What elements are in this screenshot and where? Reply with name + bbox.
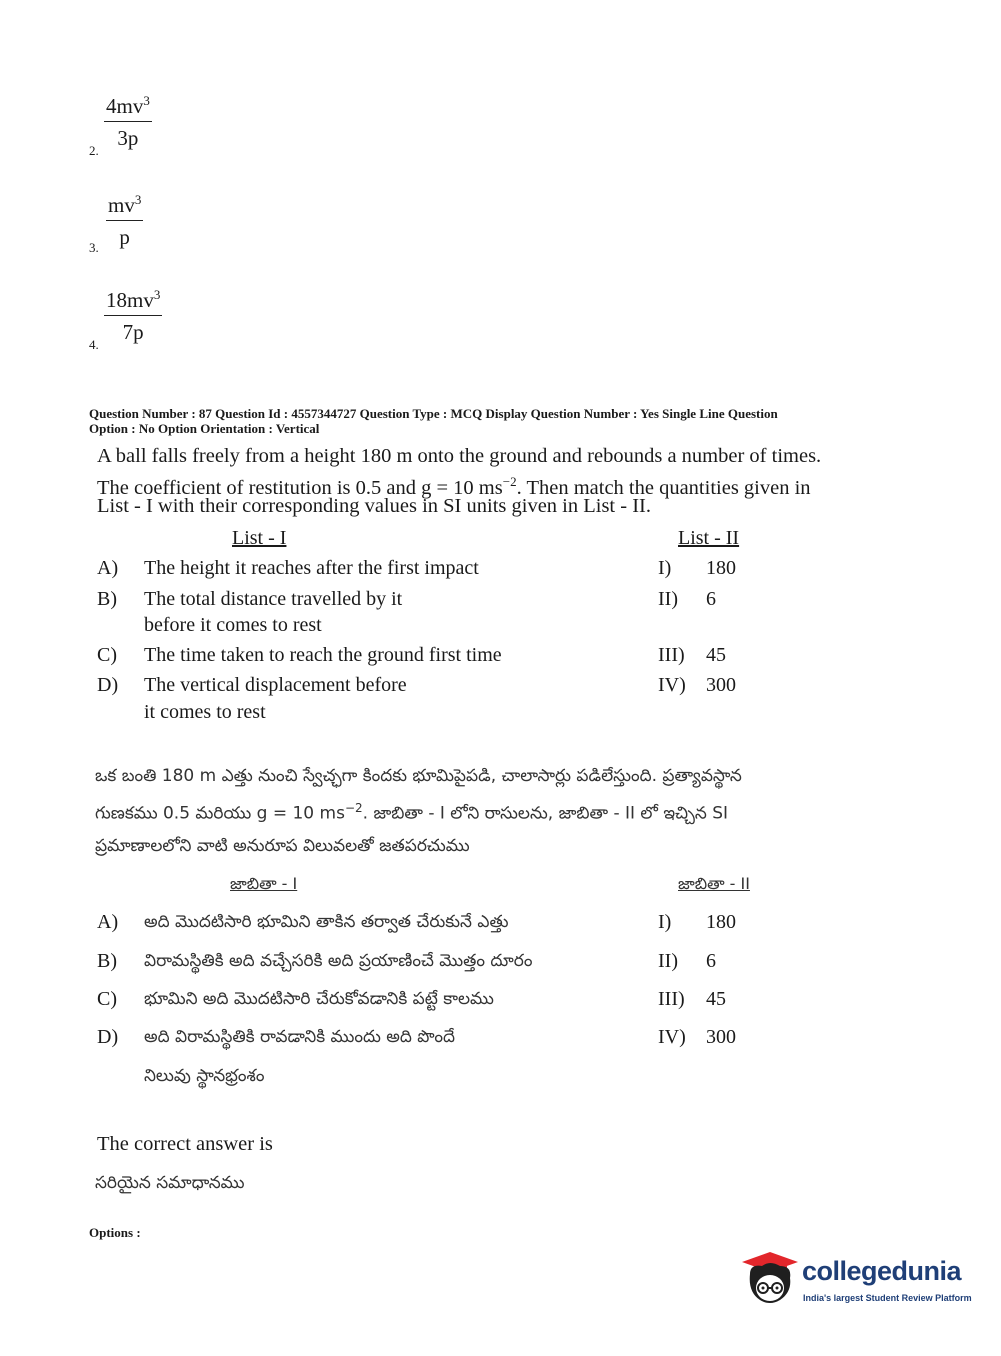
denominator: p [119, 225, 130, 249]
option-number: 2. [89, 143, 99, 158]
numerator: mv [108, 193, 135, 217]
row-text: The vertical displacement before [144, 674, 407, 696]
text-part: . జాబితా - I లోని రాసులను, జాబితా - II లో ఇచ్చిన SI [362, 803, 729, 824]
row-roman: IV) [658, 674, 686, 696]
row-text: అది మొదటిసారి భూమిని తాకిన తర్వాత చేరుకునే ఎత్తు [144, 912, 509, 932]
logo-tagline: India's largest Student Review Platform [803, 1293, 972, 1303]
text-part: గుణకము 0.5 మరియు g = 10 ms [95, 803, 345, 824]
row-roman: I) [658, 557, 672, 579]
question-text-en-line3: List - I with their corresponding values in SI units given in List - II. [97, 495, 651, 517]
row-letter: B) [97, 588, 117, 610]
answer-label-en: The correct answer is [97, 1133, 273, 1155]
options-label: Options : [89, 1225, 141, 1240]
exponent: −2 [502, 474, 517, 489]
exponent: 3 [153, 287, 161, 302]
row-value: 6 [706, 588, 716, 610]
row-text: విరామస్థితికి అది వచ్చేసరికి అది ప్రయాణించే మొత్తం దూరం [144, 951, 533, 971]
row-roman: I) [658, 911, 672, 933]
row-letter: C) [97, 988, 117, 1010]
row-value: 180 [706, 911, 736, 933]
numerator: 4mv [106, 94, 144, 118]
row-value: 45 [706, 644, 726, 666]
row-value: 180 [706, 557, 736, 579]
option-number: 3. [89, 240, 99, 255]
list2-heading-te: జాబితా - II [678, 874, 750, 893]
exponent: 3 [134, 192, 142, 207]
numerator: 18mv [106, 288, 154, 312]
question-meta-line2: Option : No Option Orientation : Vertical [89, 421, 320, 436]
row-text-cont: నిలువు స్థానభ్రంశం [144, 1066, 265, 1086]
denominator: 7p [122, 320, 144, 344]
row-text-cont: before it comes to rest [144, 614, 322, 636]
row-text: అది విరామస్థితికి రావడానికి ముందు అది పొందే [144, 1027, 456, 1047]
row-text-cont: it comes to rest [144, 701, 266, 723]
row-text: The total distance travelled by it [144, 588, 403, 610]
row-roman: II) [658, 588, 678, 610]
row-letter: A) [97, 557, 119, 579]
fraction [104, 288, 162, 343]
row-value: 45 [706, 988, 726, 1010]
logo-brand: collegedunia [802, 1256, 962, 1286]
row-value: 300 [706, 1026, 736, 1048]
row-roman: IV) [658, 1026, 686, 1048]
row-text: భూమిని అది మొదటిసారి చేరుకోవడానికి పట్టే కాలము [144, 989, 494, 1009]
row-roman: III) [658, 988, 685, 1010]
list1-heading: List - I [232, 527, 287, 549]
row-letter: D) [97, 1026, 119, 1048]
text-part: . Then match the quantities given in [516, 476, 811, 499]
question-text-te-line1: ఒక బంతి 180 m ఎత్తు నుంచి స్వేచ్ఛగా కిందకు భూమిపైపడి, చాలాసార్లు పడిలేస్తుంది. ప్రత్యావస్థాన [95, 766, 742, 786]
row-letter: A) [97, 911, 119, 933]
row-value: 6 [706, 950, 716, 972]
fraction [104, 94, 152, 149]
collegedunia-logo [740, 1250, 970, 1312]
text-part: The coefficient of restitution is 0.5 and g = 10 ms [97, 476, 503, 499]
row-letter: D) [97, 674, 119, 696]
list1-heading-te: జాబితా - I [230, 874, 298, 893]
row-roman: III) [658, 644, 685, 666]
exponent: −2 [344, 801, 363, 815]
row-letter: B) [97, 950, 117, 972]
exponent: 3 [143, 93, 150, 108]
question-text-te-line3: ప్రమాణాలలోని వాటి అనురూప విలువలతో జతపరచుము [95, 836, 470, 856]
list2-heading: List - II [678, 527, 740, 549]
fraction [106, 193, 143, 248]
question-text-te-line2 [95, 801, 728, 828]
logo-mascot-icon [740, 1250, 800, 1310]
answer-label-te: సరియైన సమాధానము [95, 1173, 245, 1193]
row-text: The height it reaches after the first impact [144, 557, 479, 579]
row-value: 300 [706, 674, 736, 696]
question-text-en-line1: A ball falls freely from a height 180 m onto the ground and rebounds a number of times. [97, 445, 822, 467]
row-letter: C) [97, 644, 117, 666]
row-text: The time taken to reach the ground first time [144, 644, 502, 666]
row-roman: II) [658, 950, 678, 972]
question-meta-line1: Question Number : 87 Question Id : 4557344727 Question Type : MCQ Display Question Number : Yes Single Line Question [89, 406, 778, 421]
denominator: 3p [117, 126, 139, 150]
option-number: 4. [89, 337, 99, 352]
